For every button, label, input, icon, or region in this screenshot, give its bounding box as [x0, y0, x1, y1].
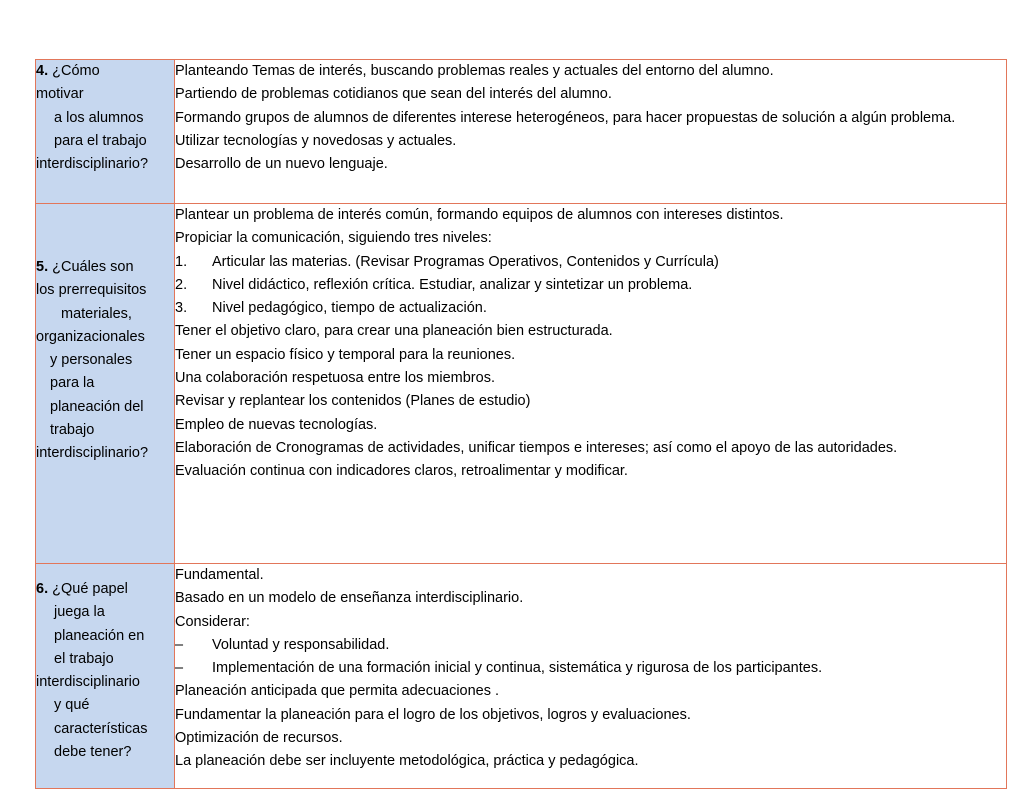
question-line: planeación del: [50, 398, 144, 415]
question-line: materiales,: [61, 305, 132, 322]
question-line: y personales: [50, 352, 133, 369]
answer-line: Partiendo de problemas cotidianos que sean del interés del alumno.: [175, 86, 612, 103]
question-line: los prerrequisitos: [36, 282, 147, 299]
question-number: 6.: [36, 581, 49, 597]
answer-line: Planteando Temas de interés, buscando problemas reales y actuales del entorno del alumno.: [175, 63, 774, 79]
question-cell: [36, 564, 175, 789]
answer-line: Planeación anticipada que permita adecuaciones .: [175, 683, 500, 700]
answer-line: Elaboración de Cronogramas de actividades, unificar tiempos e intereses; así como el apoyo de las autoridades.: [175, 439, 898, 456]
answer-line: Empleo de nuevas tecnologías.: [175, 416, 378, 433]
numbered-item: 1. Articular las materias. (Revisar Programas Operativos, Contenidos y Currícula): [175, 253, 719, 270]
numbered-item: 3. Nivel pedagógico, tiempo de actualización.: [175, 300, 487, 317]
dash-item: – Voluntad y responsabilidad.: [175, 636, 390, 653]
answer-line: Considerar:: [175, 613, 250, 630]
answer-line: Optimización de recursos.: [175, 730, 343, 747]
answer-line: Tener un espacio físico y temporal para la reuniones.: [175, 346, 516, 363]
table-row: [36, 60, 1007, 204]
answer-line: Formando grupos de alumnos de diferentes interese heterogéneos, para hacer propuestas de solución a algún problema.: [175, 109, 956, 126]
answer-line: Una colaboración respetuosa entre los miembros.: [175, 370, 495, 387]
question-cell: [36, 60, 175, 204]
question-line: para la: [50, 375, 95, 392]
answer-line: Plantear un problema de interés común, formando equipos de alumnos con intereses distintos.: [175, 207, 784, 223]
question-line: el trabajo: [54, 650, 114, 667]
answer-line: Tener el objetivo claro, para crear una planeación bien estructurada.: [175, 323, 613, 340]
answer-line: Desarrollo de un nuevo lenguaje.: [175, 156, 388, 173]
question-line: para el trabajo: [54, 132, 147, 149]
question-cell: [36, 204, 175, 564]
numbered-item: 2. Nivel didáctico, reflexión crítica. Estudiar, analizar y sintetizar un problema.: [175, 276, 693, 293]
answer-line: Fundamentar la planeación para el logro de los objetivos, logros y evaluaciones.: [175, 706, 691, 723]
dash-item: – Implementación de una formación inicial y continua, sistemática y rigurosa de los participantes.: [175, 660, 823, 677]
answer-cell: [175, 204, 1007, 564]
table-row: [36, 204, 1007, 564]
answer-line: Basado en un modelo de enseñanza interdisciplinario.: [175, 590, 524, 607]
answer-line: Propiciar la comunicación, siguiendo tres niveles:: [175, 230, 492, 247]
question-line: 6. ¿Qué papel: [36, 581, 128, 597]
question-line: a los alumnos: [54, 109, 144, 126]
question-line: debe tener?: [54, 744, 132, 761]
question-number: 5.: [36, 259, 49, 275]
question-line: y qué: [54, 697, 90, 714]
table-row: [36, 564, 1007, 789]
question-line: interdisciplinario?: [36, 445, 149, 462]
question-line: organizacionales: [36, 328, 145, 345]
answer-line: La planeación debe ser incluyente metodológica, práctica y pedagógica.: [175, 753, 639, 770]
answer-cell: [175, 60, 1007, 204]
question-line: 4. ¿Cómo: [36, 63, 100, 79]
question-line: trabajo: [50, 422, 95, 439]
question-answer-table: [35, 59, 1007, 789]
question-line: interdisciplinario: [36, 674, 140, 691]
answer-line: Evaluación continua con indicadores claros, retroalimentar y modificar.: [175, 463, 628, 480]
question-line: juega la: [54, 604, 105, 621]
answer-line: Utilizar tecnologías y novedosas y actuales.: [175, 132, 457, 149]
question-line: características: [54, 720, 148, 737]
question-number: 4.: [36, 63, 49, 79]
answer-line: Revisar y replantear los contenidos (Planes de estudio): [175, 393, 531, 410]
question-line: 5. ¿Cuáles son: [36, 259, 134, 275]
question-line: motivar: [36, 86, 84, 103]
question-line: interdisciplinario?: [36, 156, 149, 173]
answer-line: Fundamental.: [175, 567, 264, 583]
answer-cell: [175, 564, 1007, 789]
question-line: planeación en: [54, 627, 145, 644]
